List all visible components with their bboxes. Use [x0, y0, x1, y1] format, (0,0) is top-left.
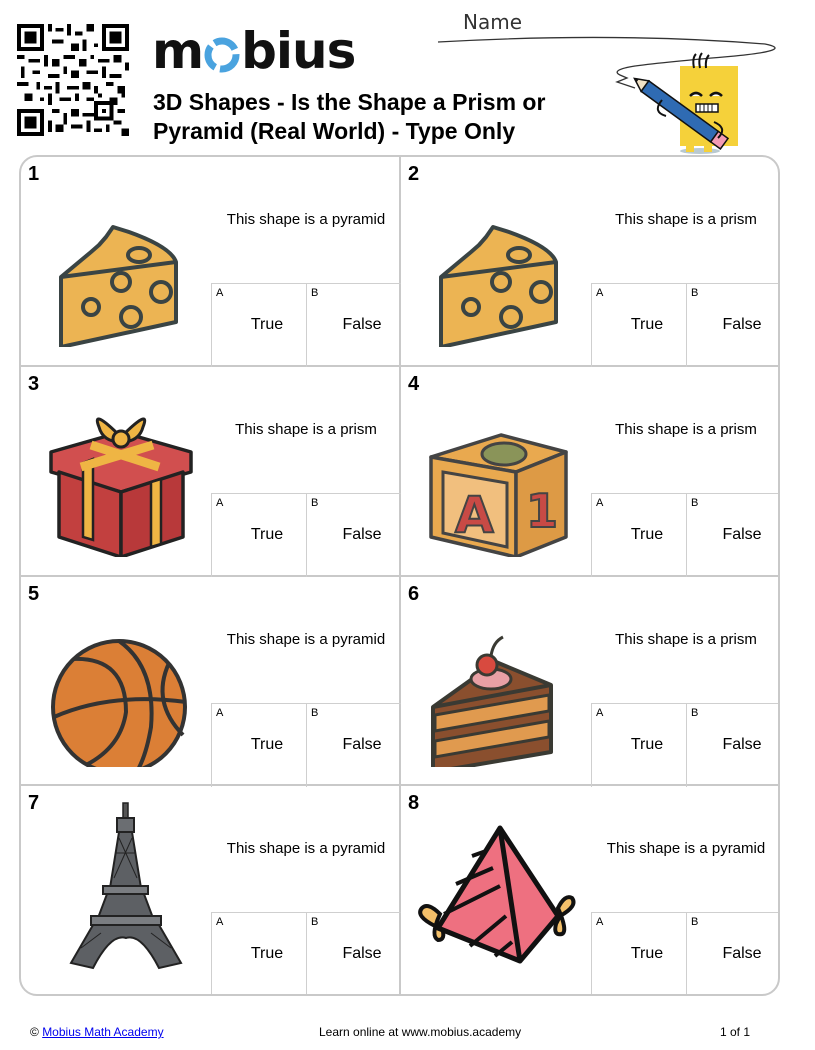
answer-options [211, 283, 401, 367]
question-card [21, 367, 401, 577]
option-b-false[interactable] [687, 494, 780, 577]
qr-code-icon [17, 24, 129, 136]
answer-options [591, 283, 780, 367]
option-letter: B [311, 287, 319, 299]
svg-text:A: A [455, 486, 494, 544]
option-value: True [630, 945, 664, 962]
option-letter: B [691, 916, 699, 928]
option-letter: A [216, 497, 224, 509]
mobius-academy-link[interactable]: Mobius Math Academy [42, 1025, 164, 1039]
answer-options [211, 912, 401, 996]
pyramid-candy-icon [409, 816, 581, 976]
question-statement: This shape is a pyramid [606, 840, 766, 857]
question-card [21, 577, 401, 786]
footer-learn-online: Learn online at www.mobius.academy [319, 1025, 522, 1039]
option-value: True [630, 736, 664, 753]
footer-copyright [30, 1025, 164, 1039]
question-card [401, 577, 780, 786]
title-line-1: 3D Shapes - Is the Shape a Prism or [153, 89, 546, 115]
logo-o-icon [204, 37, 240, 73]
option-a-true[interactable] [592, 494, 687, 577]
option-value: False [342, 945, 382, 962]
question-statement: This shape is a pyramid [226, 211, 386, 228]
option-value: False [722, 945, 762, 962]
option-a-true[interactable] [592, 704, 687, 787]
option-a-true[interactable] [212, 704, 307, 787]
answer-options [211, 703, 401, 787]
copyright-symbol: © [30, 1025, 39, 1039]
option-value: True [250, 945, 284, 962]
page-number: 1 of 1 [720, 1025, 751, 1039]
name-label: Name [463, 10, 523, 34]
option-letter: A [596, 497, 604, 509]
question-number: 6 [408, 583, 420, 605]
cheese-wedge-icon [41, 187, 201, 347]
basketball-icon [41, 607, 201, 767]
option-value: True [630, 316, 664, 333]
title-line-2: Pyramid (Real World) - Type Only [153, 118, 516, 144]
alphabet-block-icon [421, 397, 581, 557]
question-card [401, 157, 780, 367]
option-letter: B [311, 916, 319, 928]
option-letter: B [691, 707, 699, 719]
option-value: False [342, 316, 382, 333]
question-statement: This shape is a pyramid [226, 631, 386, 648]
svg-text:1: 1 [526, 484, 559, 538]
option-b-false[interactable] [307, 494, 401, 577]
option-letter: B [311, 707, 319, 719]
option-letter: B [691, 497, 699, 509]
logo-text-m: m [152, 22, 204, 80]
answer-options [591, 703, 780, 787]
question-card [401, 367, 780, 577]
question-card [401, 786, 780, 994]
answer-options [591, 493, 780, 577]
option-value: False [722, 736, 762, 753]
option-value: True [250, 526, 284, 543]
question-statement: This shape is a pyramid [226, 840, 386, 857]
gift-box-icon [41, 397, 201, 557]
option-a-true[interactable] [592, 284, 687, 367]
option-value: False [722, 316, 762, 333]
question-card [21, 786, 401, 994]
question-number: 1 [28, 163, 40, 185]
option-letter: A [216, 707, 224, 719]
option-b-false[interactable] [307, 913, 401, 996]
option-value: True [250, 736, 284, 753]
option-letter: A [596, 707, 604, 719]
question-number: 4 [408, 373, 420, 395]
question-number: 3 [28, 373, 40, 395]
option-b-false[interactable] [307, 704, 401, 787]
question-number: 7 [28, 792, 40, 814]
option-value: False [722, 526, 762, 543]
answer-options [211, 493, 401, 577]
option-value: False [342, 736, 382, 753]
cheese-wedge-icon [421, 187, 581, 347]
mascot-pencil-character-icon [612, 50, 742, 160]
option-letter: B [311, 497, 319, 509]
answer-options [591, 912, 780, 996]
logo-text-bius: bius [241, 22, 356, 80]
mobius-logo [152, 22, 356, 80]
option-value: True [630, 526, 664, 543]
question-number: 2 [408, 163, 420, 185]
option-letter: A [216, 916, 224, 928]
option-a-true[interactable] [212, 494, 307, 577]
question-number: 5 [28, 583, 40, 605]
option-value: False [342, 526, 382, 543]
question-card [21, 157, 401, 367]
option-letter: A [596, 916, 604, 928]
option-b-false[interactable] [307, 284, 401, 367]
option-b-false[interactable] [687, 704, 780, 787]
option-value: True [250, 316, 284, 333]
option-a-true[interactable] [212, 284, 307, 367]
question-statement: This shape is a prism [615, 421, 757, 438]
cake-slice-icon [421, 607, 581, 767]
question-number: 8 [408, 792, 420, 814]
option-a-true[interactable] [212, 913, 307, 996]
question-grid [19, 155, 780, 996]
option-letter: A [216, 287, 224, 299]
option-b-false[interactable] [687, 913, 780, 996]
option-letter: B [691, 287, 699, 299]
option-b-false[interactable] [687, 284, 780, 367]
question-statement: This shape is a prism [615, 211, 757, 228]
option-letter: A [596, 287, 604, 299]
eiffel-tower-icon [41, 798, 201, 973]
question-statement: This shape is a prism [615, 631, 757, 648]
option-a-true[interactable] [592, 913, 687, 996]
question-statement: This shape is a prism [235, 421, 377, 438]
